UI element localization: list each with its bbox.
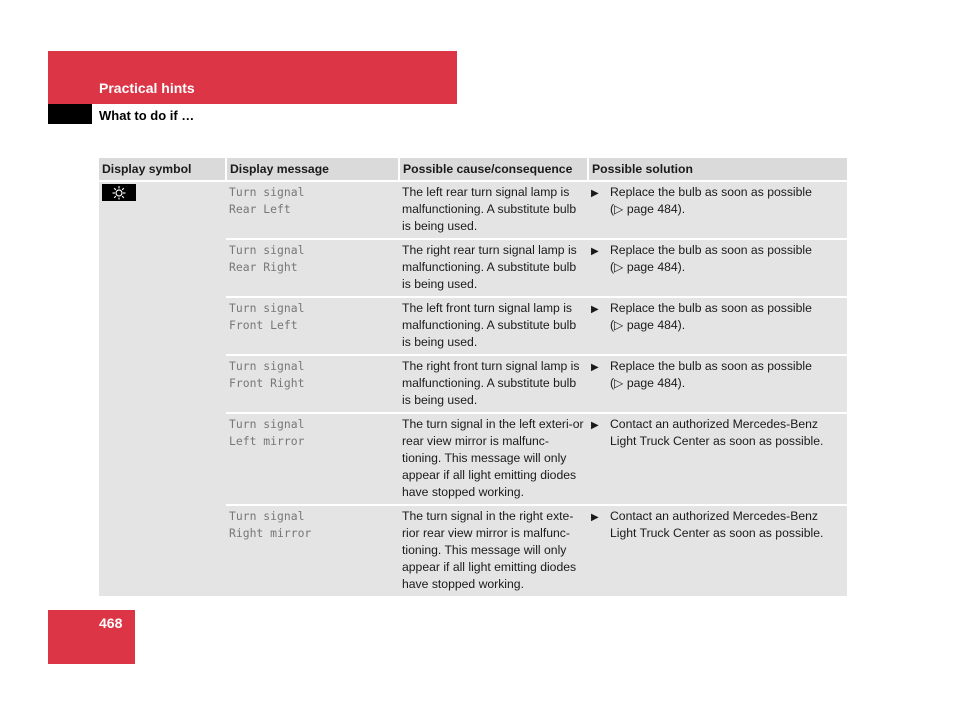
bullet-arrow-icon: ▶ <box>591 512 599 523</box>
table-header-row <box>99 158 847 181</box>
display-message-cell <box>226 297 399 355</box>
message-line: Turn signal <box>229 301 305 315</box>
display-message-cell <box>226 355 399 413</box>
cause-cell: The left front turn signal lamp is malfunctioning. A substitute bulb is being used. <box>399 297 588 355</box>
bullet-arrow-icon: ▶ <box>591 188 599 199</box>
bullet-arrow-icon: ▶ <box>591 304 599 315</box>
page-reference-link[interactable]: (▷ page 484). <box>610 202 686 216</box>
section-marker <box>48 104 92 124</box>
column-header: Display symbol <box>99 158 226 181</box>
message-line: Front Right <box>229 376 305 390</box>
solution-cell <box>588 413 847 505</box>
solution-cell <box>588 355 847 413</box>
display-symbol-cell <box>99 181 226 597</box>
page-reference-link[interactable]: (▷ page 484). <box>610 260 686 274</box>
message-line: Right mirror <box>229 526 312 540</box>
message-line: Turn signal <box>229 509 305 523</box>
solution-line: Contact an authorized Mercedes-Benz <box>610 509 818 523</box>
column-header: Display message <box>226 158 399 181</box>
page-reference-link[interactable]: (▷ page 484). <box>610 376 686 390</box>
display-message-cell <box>226 239 399 297</box>
cause-cell: The turn signal in the right exte-rior rear view mirror is malfunc-tioning. This message will only appear if all light emitting diodes have stopped working. <box>399 505 588 597</box>
bullet-arrow-icon: ▶ <box>591 246 599 257</box>
solution-line: Replace the bulb as soon as possible <box>610 243 812 257</box>
solution-line: Replace the bulb as soon as possible <box>610 301 812 315</box>
cause-cell: The right rear turn signal lamp is malfunctioning. A substitute bulb is being used. <box>399 239 588 297</box>
solution-line: Light Truck Center as soon as possible. <box>610 526 824 540</box>
cause-cell: The right front turn signal lamp is malfunctioning. A substitute bulb is being used. <box>399 355 588 413</box>
column-header: Possible cause/consequence <box>399 158 588 181</box>
solution-cell <box>588 181 847 239</box>
solution-cell <box>588 239 847 297</box>
message-line: Turn signal <box>229 359 305 373</box>
table-row <box>99 181 847 239</box>
message-line: Front Left <box>229 318 298 332</box>
display-message-cell <box>226 181 399 239</box>
turn-signal-table <box>99 158 847 598</box>
solution-line: Contact an authorized Mercedes-Benz <box>610 417 818 431</box>
solution-line: Replace the bulb as soon as possible <box>610 359 812 373</box>
display-message-cell <box>226 505 399 597</box>
solution-cell <box>588 505 847 597</box>
bullet-arrow-icon: ▶ <box>591 362 599 373</box>
header-band <box>48 51 457 104</box>
sub-title: What to do if … <box>99 108 195 123</box>
message-line: Left mirror <box>229 434 305 448</box>
message-line: Turn signal <box>229 185 305 199</box>
cause-cell: The left rear turn signal lamp is malfunctioning. A substitute bulb is being used. <box>399 181 588 239</box>
solution-cell <box>588 297 847 355</box>
bullet-arrow-icon: ▶ <box>591 420 599 431</box>
page-reference-link[interactable]: (▷ page 484). <box>610 318 686 332</box>
display-message-cell <box>226 413 399 505</box>
section-title: Practical hints <box>99 80 195 96</box>
message-line: Turn signal <box>229 417 305 431</box>
message-line: Rear Left <box>229 202 291 216</box>
column-header: Possible solution <box>588 158 847 181</box>
message-line: Turn signal <box>229 243 305 257</box>
page-number: 468 <box>99 615 123 631</box>
cause-cell: The turn signal in the left exteri-or rear view mirror is malfunc-tioning. This message will only appear if all light emitting diodes have stopped working. <box>399 413 588 505</box>
turn-signal-bulb-icon <box>102 184 136 201</box>
solution-line: Light Truck Center as soon as possible. <box>610 434 824 448</box>
solution-line: Replace the bulb as soon as possible <box>610 185 812 199</box>
message-line: Rear Right <box>229 260 298 274</box>
